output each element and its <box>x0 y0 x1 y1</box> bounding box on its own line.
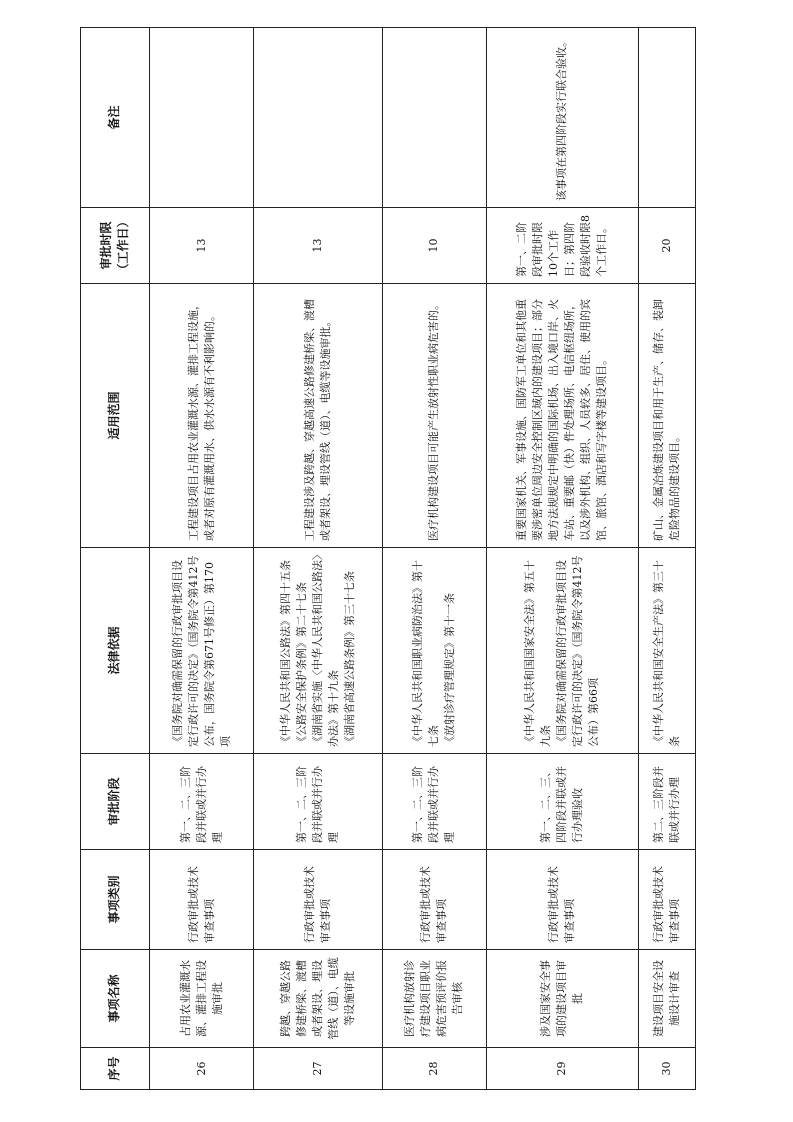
cell-seq: 28 <box>382 1048 486 1090</box>
cell-category: 行政审批或技术审查事项 <box>638 850 695 950</box>
cell-law <box>150 548 254 754</box>
cell-stage: 第一、二、三阶段并联或并行办理 <box>254 754 382 850</box>
law-item: 《放射诊疗管理规定》第十一条 <box>443 593 457 747</box>
cell-law <box>486 548 638 754</box>
cell-seq: 29 <box>486 1048 638 1090</box>
approval-items-table <box>80 27 696 1090</box>
cell-scope: 工程建设涉及跨越、穿越高速公路修建桥梁、渡槽或者架设、埋设管线（道）、电缆等设施审批。 <box>254 284 382 548</box>
header-remark: 备注 <box>81 28 150 208</box>
cell-time-limit: 第一、二阶段审批时限10个工作日；第四阶段验收时限8个工作日。 <box>486 208 638 284</box>
law-item: 《中华人民共和国公路法》第四十五条 <box>279 560 293 747</box>
cell-name: 跨越、穿越公路修建桥梁、渡槽或者架设、埋设管线（道）、电缆等设施审批 <box>254 950 382 1048</box>
cell-seq: 26 <box>150 1048 254 1090</box>
cell-stage: 第一、二、三阶段并联或并行办理 <box>382 754 486 850</box>
law-item: 《中华人民共和国安全生产法》第三十条 <box>651 560 681 747</box>
law-item: 《中华人民共和国国家安全法》第五十九条 <box>523 560 553 747</box>
header-name: 事项名称 <box>81 950 150 1048</box>
table-row <box>254 28 382 1090</box>
cell-name: 占用农业灌溉水源、灌排工程设施审批 <box>150 950 254 1048</box>
cell-time-limit: 20 <box>638 208 695 284</box>
cell-seq: 30 <box>638 1048 695 1090</box>
cell-stage: 第二、三阶段并联或并行办理 <box>638 754 695 850</box>
law-item: 《公路安全保护条例》第二十七条 <box>295 582 309 747</box>
table-row <box>150 28 254 1090</box>
cell-remark <box>254 28 382 208</box>
cell-remark <box>382 28 486 208</box>
cell-remark <box>638 28 695 208</box>
table-row <box>382 28 486 1090</box>
cell-name: 涉及国家安全事项的建设项目审批 <box>486 950 638 1048</box>
law-item: 《国务院对确需保留的行政审批项目设定行政许可的决定》（国务院令第412号公布）第66项 <box>555 555 601 747</box>
cell-scope: 医疗机构建设项目可能产生放射性职业病危害的。 <box>382 284 486 548</box>
table-row <box>486 28 638 1090</box>
cell-scope: 工程建设项目占用农业灌溉水源、灌排工程设施，或者对原有灌溉用水、供水水源有不利影响的。 <box>150 284 254 548</box>
cell-remark: 该事项在第四阶段实行联合验收。 <box>486 28 638 208</box>
cell-law <box>638 548 695 754</box>
cell-name: 建设项目安全设施设计审查 <box>638 950 695 1048</box>
cell-time-limit: 13 <box>150 208 254 284</box>
table-row <box>638 28 695 1090</box>
cell-time-limit: 10 <box>382 208 486 284</box>
cell-remark <box>150 28 254 208</box>
cell-law <box>382 548 486 754</box>
cell-time-limit: 13 <box>254 208 382 284</box>
header-time-limit: 审批时限（工作日） <box>81 208 150 284</box>
cell-name: 医疗机构放射诊疗建设项目职业病危害预评价报告审核 <box>382 950 486 1048</box>
header-law: 法律依据 <box>81 548 150 754</box>
cell-seq: 27 <box>254 1048 382 1090</box>
law-item: 《湖南省实施〈中华人民共和国公路法〉办法》第十九条 <box>311 554 340 747</box>
header-scope: 适用范围 <box>81 284 150 548</box>
cell-stage: 第一、二、三阶段并联或并行办理 <box>150 754 254 850</box>
law-item: 《湖南省高速公路条例》第三十七条 <box>342 571 356 747</box>
header-category: 事项类别 <box>81 850 150 950</box>
cell-category: 行政审批或技术审查事项 <box>254 850 382 950</box>
cell-scope: 矿山、金属冶炼建设项目和用于生产、储存、装卸危险物品的建设项目。 <box>638 284 695 548</box>
law-item: 《中华人民共和国职业病防治法》第十七条 <box>411 560 441 747</box>
header-stage: 审批阶段 <box>81 754 150 850</box>
table-header-row <box>81 28 150 1090</box>
cell-law <box>254 548 382 754</box>
law-item: 《国务院对确需保留的行政审批项目设定行政许可的决定》（国务院令第412号公布，国务院令第671号修正）第170项 <box>170 555 232 747</box>
cell-stage: 第一、二、三、四阶段并联或并行办理验收 <box>486 754 638 850</box>
cell-category: 行政审批或技术审查事项 <box>382 850 486 950</box>
cell-scope: 重要国家机关、军事设施、国防军工单位和其他重要涉密单位周边安全控制区域内的建设项目；部分地方法规规定中明确的国际机场、出入境口岸、火车站、重要邮（快）件处理场所、电信枢纽场所，以及涉外机构、组织、人员较多、居住、使用的宾馆、旅馆、酒店和写字楼等建设项目。 <box>486 284 638 548</box>
approval-items-table-rotated <box>80 28 696 1090</box>
header-seq: 序号 <box>81 1048 150 1090</box>
cell-category: 行政审批或技术审查事项 <box>150 850 254 950</box>
cell-category: 行政审批或技术审查事项 <box>486 850 638 950</box>
